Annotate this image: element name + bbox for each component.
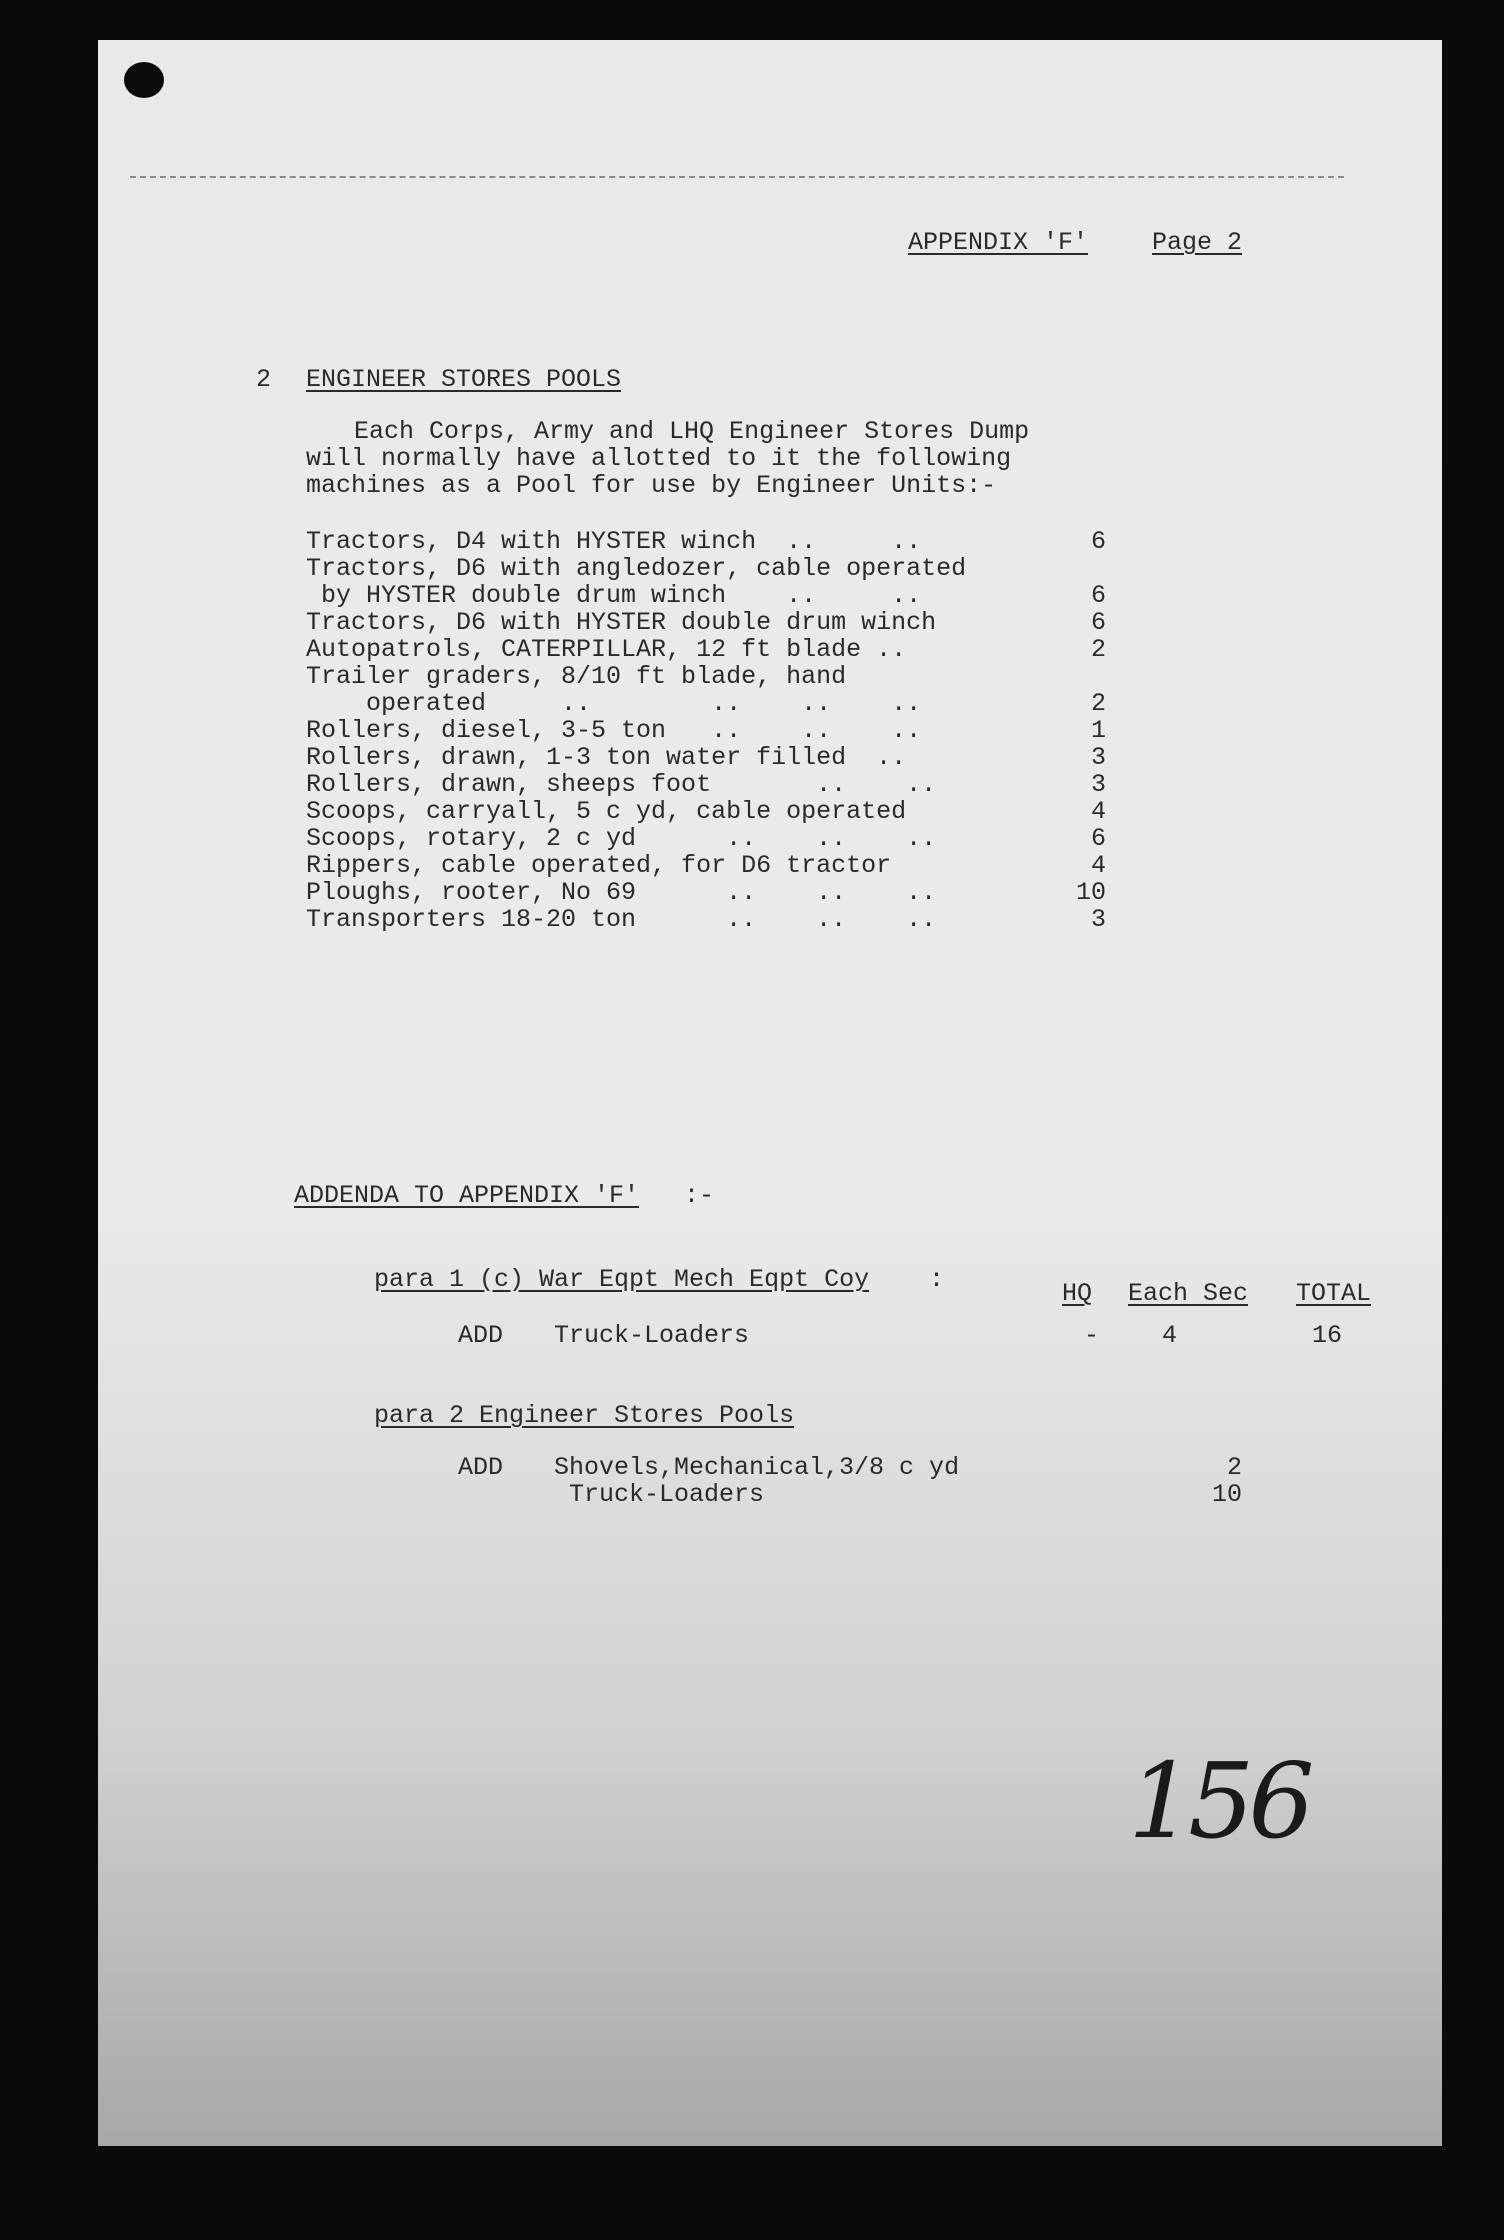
machine-qty: 3 bbox=[1090, 770, 1106, 799]
addenda-title: ADDENDA TO APPENDIX 'F' bbox=[294, 1181, 640, 1210]
machine-qty: 6 bbox=[1090, 608, 1106, 637]
appendix-label: APPENDIX 'F' bbox=[908, 228, 1089, 257]
machine-item: operated .. .. .. .. bbox=[306, 689, 922, 718]
intro-line: machines as a Pool for use by Engineer Units:- bbox=[306, 471, 997, 500]
para1-total-value: 16 bbox=[1312, 1321, 1343, 1350]
machine-qty: 6 bbox=[1090, 824, 1106, 853]
para2-qty: 10 bbox=[1211, 1480, 1242, 1509]
col-header-each-sec: Each Sec bbox=[1128, 1279, 1249, 1308]
para2-qty: 2 bbox=[1226, 1453, 1242, 1482]
handwritten-folio-number: 156 bbox=[1128, 1740, 1309, 1862]
machine-qty: 6 bbox=[1090, 527, 1106, 556]
col-header-total: TOTAL bbox=[1296, 1279, 1372, 1308]
machine-qty: 4 bbox=[1090, 851, 1106, 880]
col-header-hq: HQ bbox=[1062, 1279, 1093, 1308]
para1-each-sec-value: 4 bbox=[1162, 1321, 1178, 1350]
fold-line bbox=[130, 176, 1344, 178]
machine-qty: 3 bbox=[1090, 905, 1106, 934]
machine-item: Tractors, D6 with HYSTER double drum winch bbox=[306, 608, 937, 637]
para1-heading: para 1 (c) War Eqpt Mech Eqpt Coy bbox=[374, 1265, 870, 1294]
machine-qty: 6 bbox=[1090, 581, 1106, 610]
machine-qty: 2 bbox=[1090, 635, 1106, 664]
machine-qty: 2 bbox=[1090, 689, 1106, 718]
machine-item: by HYSTER double drum winch .. .. bbox=[306, 581, 922, 610]
machine-item: Scoops, carryall, 5 c yd, cable operated bbox=[306, 797, 907, 826]
machine-item: Autopatrols, CATERPILLAR, 12 ft blade .. bbox=[306, 635, 907, 664]
para2-item: Shovels,Mechanical,3/8 c yd bbox=[554, 1453, 960, 1482]
page-number: Page 2 bbox=[1152, 228, 1243, 257]
section-title: ENGINEER STORES POOLS bbox=[306, 365, 622, 394]
machine-item: Rippers, cable operated, for D6 tractor bbox=[306, 851, 892, 880]
para2-item: Truck-Loaders bbox=[554, 1480, 765, 1509]
para2-heading: para 2 Engineer Stores Pools bbox=[374, 1401, 795, 1430]
machine-item: Tractors, D6 with angledozer, cable operated bbox=[306, 554, 967, 583]
machine-item: Rollers, drawn, 1-3 ton water filled .. bbox=[306, 743, 907, 772]
machine-item: Rollers, drawn, sheeps foot .. .. bbox=[306, 770, 937, 799]
machine-qty: 4 bbox=[1090, 797, 1106, 826]
machine-item: Ploughs, rooter, No 69 .. .. .. bbox=[306, 878, 937, 907]
machine-item: Scoops, rotary, 2 c yd .. .. .. bbox=[306, 824, 937, 853]
para2-add-label: ADD bbox=[458, 1453, 504, 1482]
section-number: 2 bbox=[256, 365, 272, 394]
intro-line: will normally have allotted to it the following bbox=[306, 444, 1012, 473]
machine-qty: 10 bbox=[1075, 878, 1106, 907]
machine-item: Tractors, D4 with HYSTER winch .. .. bbox=[306, 527, 922, 556]
para1-hq-value: - bbox=[1084, 1321, 1100, 1350]
machine-item: Rollers, diesel, 3-5 ton .. .. .. bbox=[306, 716, 922, 745]
para1-add-label: ADD bbox=[458, 1321, 504, 1350]
intro-line: Each Corps, Army and LHQ Engineer Stores Dump bbox=[354, 417, 1030, 446]
machine-qty: 3 bbox=[1090, 743, 1106, 772]
para1-heading-suffix: : bbox=[914, 1265, 945, 1294]
machine-item: Transporters 18-20 ton .. .. .. bbox=[306, 905, 937, 934]
para1-item: Truck-Loaders bbox=[554, 1321, 750, 1350]
machine-qty: 1 bbox=[1090, 716, 1106, 745]
punch-hole bbox=[124, 62, 164, 98]
machine-item: Trailer graders, 8/10 ft blade, hand bbox=[306, 662, 847, 691]
addenda-title-suffix: :- bbox=[669, 1181, 715, 1210]
